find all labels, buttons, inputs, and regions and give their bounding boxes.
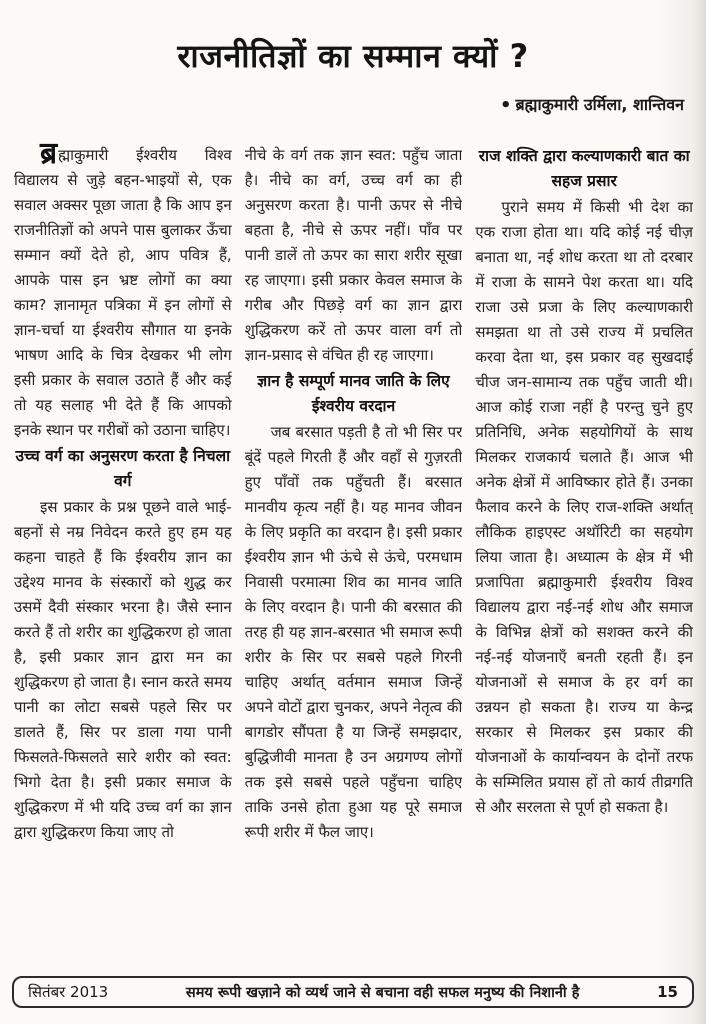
footer-motto: समय रूपी खज़ाने को व्यर्थ जाने से बचाना वही सफल मनुष्य की निशानी है — [185, 985, 580, 1001]
footer-page-number: 15 — [657, 983, 678, 1001]
footer-bar — [12, 976, 694, 1008]
paragraph-text: ह्माकुमारी ईश्वरीय विश्व विद्यालय से जुड़े बहन-भाइयों से, एक सवाल अक्सर पूछा जाता है कि आप इन राजनीतिज्ञों को अपने पास बुलाकर ऊँचा सम्मान क्यों देते हो, आप पवित्र हैं, आपके पास इन भ्रष्ट लोगों का क्या काम? ज्ञानामृत पत्रिका में इन लोगों से ज्ञान-चर्चा या ईश्वरीय सौगात या इनके भाषण आदि के चित्र देखकर भी लोग इसी प्रकार के सवाल उठाते हैं और कई तो यह सलाह भी देते हैं कि आपको इनके स्थान पर गरीबों को उठाना चाहिए। — [14, 146, 232, 439]
paragraph: पुराने समय में किसी भी देश का एक राजा होता था। यदि कोई नई चीज़ बनाता था, नई शोध करता था तो दरबार में राजा के सामने पेश करता था। यदि राजा उसे प्रजा के लिए कल्याणकारी समझता था तो उसे राज्य में प्रचलित करवा देता था, इस प्रकार वह सुखदाई चीज जन-सामान्य तक पहुँच जाती थी। आज कोई राजा नहीं है परन्तु चुने हुए प्रतिनिधि, अनेक सहयोगियों के साथ मिलकर राजकार्य चलाते हैं। आज भी अनेक क्षेत्रों में आविष्कार होते हैं। उनका फैलाव करने के लिए राज-शक्ति अर्थात् लौकिक हाइएस्ट अथॉरिटी का सहयोग लिया जाता है। अध्यात्म के क्षेत्र में भी प्रजापिता ब्रह्माकुमारी ईश्वरीय विश्व विद्यालय द्वारा नई-नई शोध और समाज के विभिन्न क्षेत्रों को सशक्त करने की नई-नई योजनाएँ बनती रहती हैं। इन योजनाओं से समाज के हर वर्ग का उन्नयन हो सकता है। राज्य या केन्द्र सरकार से मिलकर इस प्रकार की योजनाओं के कार्यान्वयन के दोनों तरफ के सम्मिलित प्रयास हों तो कार्य तीव्रगति से और सरलता से पूर्ण हो सकता है। — [475, 198, 693, 816]
column-1 — [14, 143, 232, 964]
paragraph: इस प्रकार के प्रश्न पूछने वाले भाई-बहनों से नम्र निवेदन करते हुए हम यह कहना चाहते हैं कि ईश्वरीय ज्ञान का उद्देश्य मानव के संस्कारों को शुद्ध कर उसमें दैवी संस्कार भरना है। जैसे स्नान करते हैं तो शरीर का शुद्धिकरण हो जाता है, इसी प्रकार ज्ञान द्वारा मन का शुद्धिकरण हो जाता है। स्नान करते समय पानी का लोटा सबसे पहले सिर पर डालते हैं, सिर पर डाला गया पानी फिसलते-फिसलते सारे शरीर को स्वत: भिगो देता है। इसी प्रकार समाज के शुद्धिकरण में भी यदि उच्च वर्ग का ज्ञान द्वारा शुद्धिकरण किया जाए तो — [14, 498, 232, 841]
page-title: राजनीतिज्ञों का सम्मान क्यों ? — [177, 37, 529, 75]
column-3 — [475, 143, 693, 964]
paragraph: नीचे के वर्ग तक ज्ञान स्वत: पहुँच जाता है। नीचे का वर्ग, उच्च वर्ग का ही अनुसरण करता है। पानी ऊपर से नीचे बहता है, नीचे से ऊपर नहीं। पाँव पर पानी डालें तो ऊपर का सारा शरीर सूखा रह जाएगा। इसी प्रकार केवल समाज के गरीब और पिछड़े वर्ग का ज्ञान द्वारा शुद्धिकरण करें तो ऊपर वाला वर्ग तो ज्ञान-प्रसाद से वंचित ही रह जाएगा। — [244, 146, 463, 364]
section-heading: राज शक्ति द्वारा कल्याणकारी बात का सहज प्रसार — [478, 147, 690, 190]
paragraph: जब बरसात पड़ती है तो भी सिर पर बूंदें पहले गिरती हैं और वहाँ से गुज़रती हुए पाँवों तक पहुँचती हैं। बरसात मानवीय कृत्य नहीं है। यह मानव जीवन के लिए प्रकृति का वरदान है। इसी प्रकार ईश्वरीय ज्ञान भी ऊंचे से ऊंचे, परमधाम निवासी परमात्मा शिव का मानव जाति के लिए वरदान है। पानी की बरसात की तरह ही यह ज्ञान-बरसात भी समाज रूपी शरीर के सिर पर सबसे पहले गिरनी चाहिए अर्थात् वर्तमान समाज जिन्हें अपने वोटों द्वारा चुनकर, अपने नेतृत्व की बागडोर सौंपता है या जिन्हें समझदार, बुद्धिजीवी मानता है उन अग्रगण्य लोगों तक इसे सबसे पहले पहुँचना चाहिए ताकि उनसे होता हुआ यह पूरे समाज रूपी शरीर में फैल जाए। — [244, 423, 463, 841]
column-2 — [245, 143, 463, 964]
section-heading: उच्च वर्ग का अनुसरण करता है निचला वर्ग — [15, 447, 231, 490]
byline — [0, 93, 706, 115]
dropcap-initial: ब्र — [40, 143, 58, 171]
article-columns — [14, 143, 693, 964]
footer-date: सितंबर 2013 — [28, 983, 109, 1001]
byline-author: ब्रह्माकुमारी उर्मिला, शान्तिवन — [515, 95, 684, 114]
section-heading: ज्ञान है सम्पूर्ण मानव जाति के लिए ईश्वरीय वरदान — [257, 372, 450, 415]
paragraph — [14, 143, 232, 443]
byline-bullet-icon: • — [500, 95, 512, 116]
